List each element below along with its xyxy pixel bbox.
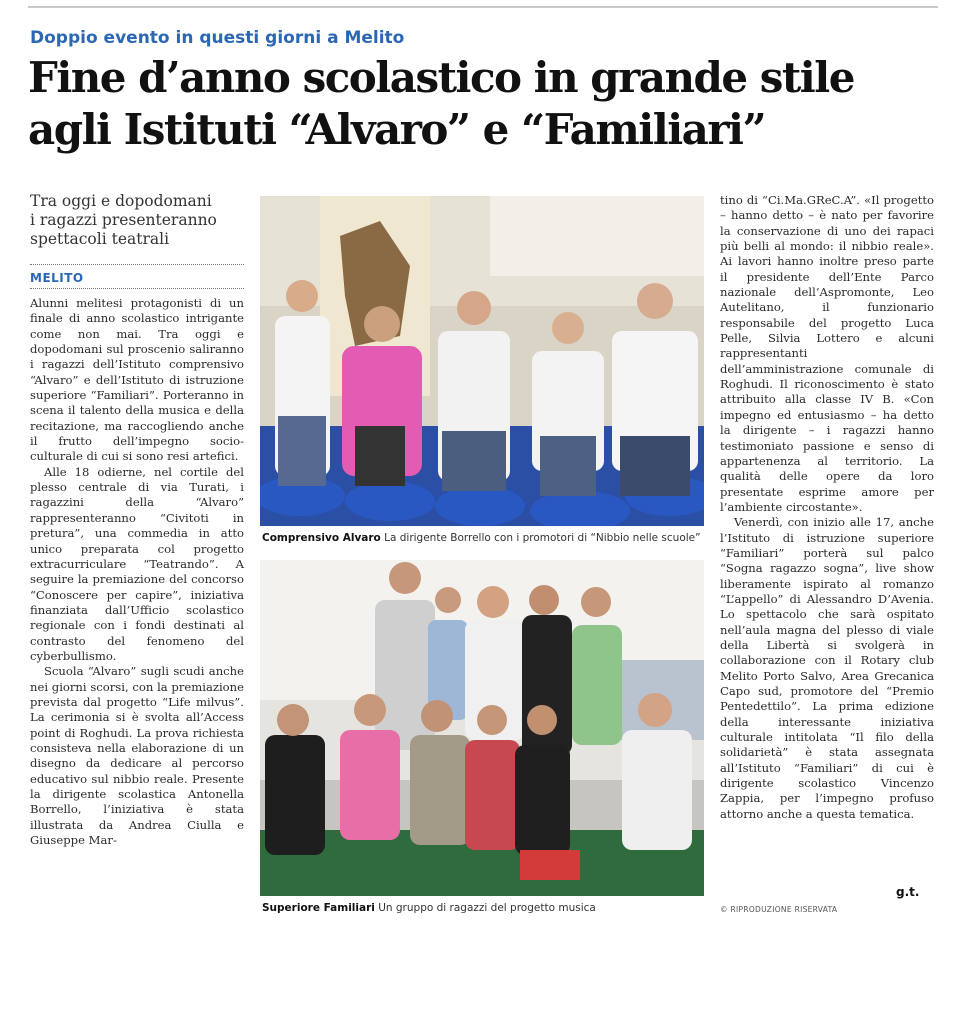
- subhead-line-1: Tra oggi e dopodomani: [30, 192, 212, 210]
- divider-bottom: [30, 288, 244, 289]
- caption-label: Comprensivo Alvaro: [262, 532, 381, 544]
- headline-line-1: Fine d’anno scolastico in grande stile: [28, 53, 854, 102]
- paragraph: tino di “Ci.Ma.GReC.A”. «Il progetto – hanno detto – è nato per favorire la conservazione di uno dei rapaci più belli al mondo: il nibbio reale». Ai lavori hanno inoltre preso parte il presidente dell’Ente Parco nazionale dell’Aspromonte, Leo Autelitano, il funzionario responsabile del progetto Luca Pelle, Silvia Lottero e alcuni rappresentanti dell’amministrazione comunale di Roghudi. Il riconoscimento è stato attribuito alla classe IV B. «Con impegno ed entusiasmo – ha detto la dirigente – i ragazzi hanno testimoniato passione e senso di appartenenza al territorio. La qualità delle opere da loro presentate esprime amore per l’ambiente circostante».: [720, 193, 934, 514]
- caption-text: Un gruppo di ragazzi del progetto musica: [378, 902, 596, 914]
- paragraph: Scuola “Alvaro” sugli scudi anche nei giorni scorsi, con la premiazione prevista dal progetto “Life milvus”. La cerimonia si è svolta all’Access point di Roghudi. La prova richiesta consisteva nella elaborazione di un disegno da dedicare al percorso educativo sul nibbio reale. Presente la dirigente scolastica Antonella Borrello, l’iniziativa è stata illustrata da Andrea Ciulla e Giuseppe Mar-: [30, 664, 244, 848]
- divider-top: [30, 264, 244, 265]
- subhead-line-3: spettacoli teatrali: [30, 230, 170, 248]
- photo-comprensivo-alvaro: [260, 196, 704, 526]
- paragraph: Alunni melitesi protagonisti di un finale di anno scolastico intrigante come non mai. Tra oggi e dopodomani sul proscenio saliranno i ragazzi dell’Istituto comprensivo “Alvaro” e dell’Istituto di istruzione superiore “Familiari”. Porteranno in scena il talento della musica e della recitazione, ma raccogliendo anche il frutto dell’impegno socio-culturale di cui si sono resi artefici.: [30, 296, 244, 464]
- top-rule: [28, 6, 938, 8]
- subheadline: [30, 192, 245, 249]
- article-column-3: [720, 193, 934, 822]
- photo-caption-1: [262, 532, 701, 544]
- photo-caption-2: [262, 902, 596, 914]
- headline: [28, 52, 928, 156]
- photo-superiore-familiari: [260, 560, 704, 896]
- article-column-1: [30, 296, 244, 848]
- paragraph: Venerdì, con inizio alle 17, anche l’Istituto di istruzione superiore “Familiari” porterà sul palco “Sogna ragazzo sogna”, live show liberamente ispirato al romanzo “L’appello” di Alessandro D’Avenia. Lo spettacolo che sarà ospitato nell’aula magna del plesso di viale della Libertà si svolgerà in collaborazione con il Rotary club Melito Porto Salvo, Area Grecanica Capo sud, promotore del “Premio Pentedettilo”. La prima edizione della interessante iniziativa culturale intitolata “Il filo della solidarietà” è stata assegnata all’Istituto “Familiari” di cui è dirigente scolastico Vincenzo Zappia, per l’impegno profuso attorno anche a questa tematica.: [720, 515, 934, 821]
- author-signature: g.t.: [896, 885, 920, 899]
- copyright-notice: © RIPRODUZIONE RISERVATA: [720, 905, 838, 914]
- kicker: Doppio evento in questi giorni a Melito: [30, 28, 405, 48]
- paragraph: Alle 18 odierne, nel cortile del plesso centrale di via Turati, i ragazzini della “Alvaro” rappresenteranno “Civitoti in pretura”, una commedia in atto unico preparata col progetto extracurriculare “Teatrando”. A seguire la premiazione del concorso “Conoscere per capire”, iniziativa finanziata dall’Ufficio scolastico regionale con i fondi destinati al contrasto del fenomeno del cyberbullismo.: [30, 464, 244, 663]
- dateline-place: MELITO: [30, 271, 84, 285]
- subhead-line-2: i ragazzi presenteranno: [30, 211, 217, 229]
- caption-text: La dirigente Borrello con i promotori di “Nibbio nelle scuole”: [384, 532, 701, 544]
- caption-label: Superiore Familiari: [262, 902, 375, 914]
- headline-line-2: agli Istituti “Alvaro” e “Familiari”: [28, 105, 766, 154]
